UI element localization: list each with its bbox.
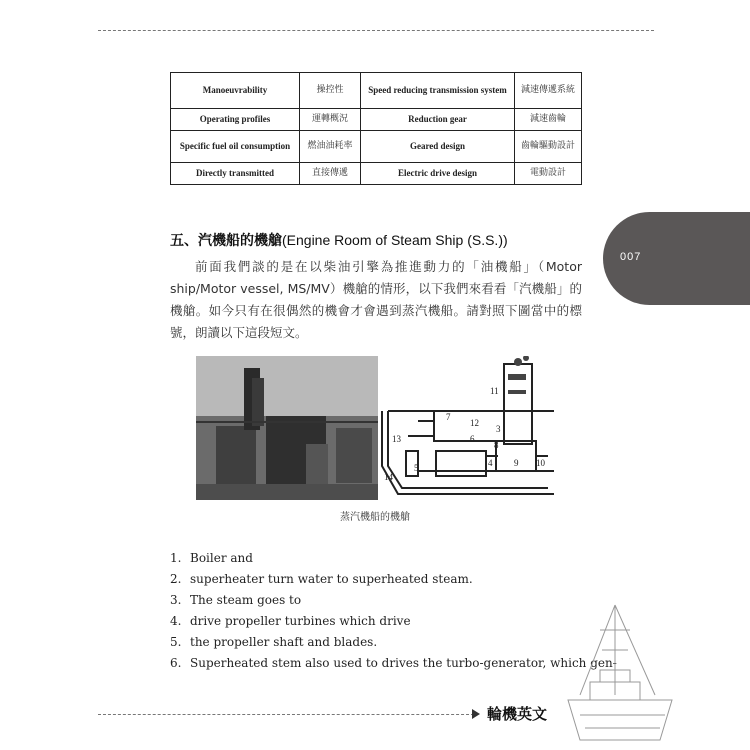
diagram-label: 9 [514, 458, 519, 468]
table-cell: 齒輪驅動設計 [515, 131, 582, 163]
table-cell: 燃油油耗率 [300, 131, 361, 163]
terminology-table [170, 72, 582, 185]
table-cell: 減速齒輪 [515, 109, 582, 131]
table-cell: 直接傳遞 [300, 163, 361, 185]
table-row [171, 73, 582, 109]
list-item-number: 1. [170, 551, 182, 565]
table-cell: Operating profiles [171, 109, 300, 131]
diagram-label: 7 [446, 412, 451, 422]
diagram-label: 8 [494, 440, 499, 450]
table-cell: 運轉概況 [300, 109, 361, 131]
list-item [170, 569, 617, 590]
diagram-label: 5 [414, 463, 419, 473]
table-cell: 操控性 [300, 73, 361, 109]
steps-list [170, 548, 617, 674]
book-title: 輪機英文 [487, 705, 548, 723]
diagram-label: 11 [490, 386, 499, 396]
list-item-text: The steam goes to [190, 593, 302, 607]
diagram-label: 13 [392, 434, 401, 444]
table-cell: Directly transmitted [171, 163, 300, 185]
list-item-text: Boiler and [190, 551, 253, 565]
table-cell: Geared design [361, 131, 515, 163]
table-row [171, 163, 582, 185]
diagram-label: 3 [496, 424, 501, 434]
bottom-dashed-rule [98, 714, 474, 715]
table-cell: Reduction gear [361, 109, 515, 131]
table-cell: 減速傳遞系統 [515, 73, 582, 109]
section-heading-zh: 五、汽機船的機艙 [170, 233, 282, 249]
list-item [170, 632, 617, 653]
ship-sketch-icon [560, 600, 680, 750]
list-item-number: 2. [170, 572, 182, 586]
engine-room-diagram [378, 356, 554, 500]
list-item-number: 5. [170, 635, 182, 649]
list-item [170, 653, 617, 674]
table-cell: Manoeuvrability [171, 73, 300, 109]
top-dashed-rule [98, 30, 654, 31]
figure-caption: 蒸汽機船的機艙 [340, 512, 410, 523]
list-item-number: 3. [170, 593, 182, 607]
list-item-text: Superheated stem also used to drives the turbo-generator, which gen- [190, 656, 617, 670]
table-cell: Specific fuel oil consumption [171, 131, 300, 163]
page-number: 007 [620, 251, 642, 263]
table-cell: Speed reducing transmission system [361, 73, 515, 109]
list-item [170, 590, 617, 611]
table-cell: 電動設計 [515, 163, 582, 185]
list-item-number: 6. [170, 656, 182, 670]
arrow-right-icon [472, 709, 480, 719]
list-item-number: 4. [170, 614, 182, 628]
diagram-label: 6 [470, 434, 475, 444]
list-item [170, 548, 617, 569]
table-row [171, 131, 582, 163]
list-item [170, 611, 617, 632]
diagram-label: 4 [488, 458, 493, 468]
section-heading [170, 230, 508, 250]
diagram-label: 14 [384, 472, 393, 482]
list-item-text: the propeller shaft and blades. [190, 635, 378, 649]
list-item-text: drive propeller turbines which drive [190, 614, 411, 628]
table-row [171, 109, 582, 131]
section-heading-en: (Engine Room of Steam Ship (S.S.)) [282, 232, 508, 248]
list-item-text: superheater turn water to superheated steam. [190, 572, 473, 586]
diagram-label: 10 [536, 458, 545, 468]
engine-room-photo [196, 356, 378, 500]
table-cell: Electric drive design [361, 163, 515, 185]
intro-paragraph: 前面我們談的是在以柴油引擎為推進動力的「油機船」（Motor ship/Motor vessel, MS/MV）機艙的情形，以下我們來看看「汽機船」的機艙。如今只有在很偶然的機會才會遇到蒸汽機船。請對照下圖當中的標號，朗讀以下這段短文。 [170, 259, 582, 340]
diagram-label: 12 [470, 418, 479, 428]
